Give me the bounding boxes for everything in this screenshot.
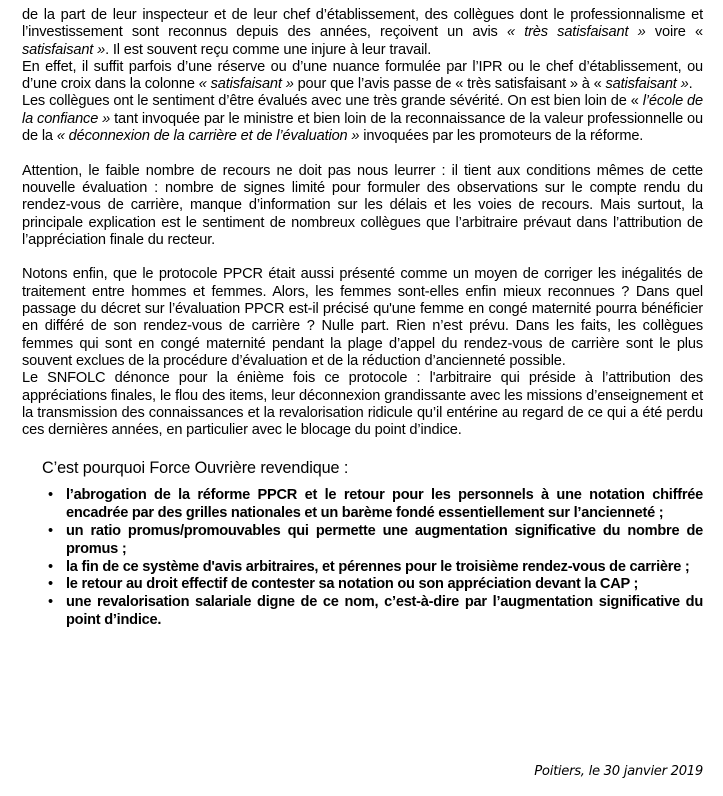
demand-text: la fin de ce système d'avis arbitraires, et pérennes pour le troisième rendez-vous de carrière ; — [66, 558, 690, 575]
signature-place-date: Poitiers, le 30 janvier 2019 — [534, 764, 703, 779]
quote-satisfaisant: satisfaisant » — [605, 76, 689, 93]
text-segment: Attention, le faible nombre de recours ne doit pas nous leurrer : il tient aux conditions mêmes de cette nouvelle évaluation : nombre de signes limité pour formuler des observations sur le compte rendu du rendez-vous de carrière, manque d’information sur les délais et les voies de recours. Mais surtout, la principale explication est le sentiment de nombreux collègues que l’arbitraire prévaut dans l’attribution de l’appréciation finale du recteur. — [22, 162, 703, 248]
paragraph-spacer — [22, 145, 703, 162]
text-segment: Le SNFOLC dénonce pour la énième fois ce protocole : l'arbitraire qui préside à l’attribution des appréciations finales, le flou des items, leur déconnexion grandissante avec les missions d’enseignement et la transmission des connaissances et la revalorisation ridicule qu’il entérine au regard de ce qui a été perdu ces dernières années, en particulier avec le blocage du point d’indice. — [22, 370, 703, 439]
demand-item — [22, 559, 703, 577]
paragraph-recours — [22, 163, 703, 249]
text-segment: voire « — [645, 24, 703, 41]
demand-item — [22, 523, 703, 559]
paragraph-egalite-femmes — [22, 266, 703, 370]
quote-deconnexion: « déconnexion de la carrière et de l’évaluation » — [56, 128, 360, 145]
text-segment: Notons enfin, que le protocole PPCR était aussi présenté comme un moyen de corriger les inégalités de traitement entre hommes et femmes. Alors, les femmes sont-elles enfin mieux reconnues ? Dans quel passage du décret sur l’évaluation PPCR est-il précisé qu'une femme en congé maternité pourra bénéficier en différé de son rendez-vous de carrière ? Nulle part. Rien n’est prévu. Dans les faits, les collègues femmes qui sont en congé maternité pendant la plage d’appel du rendez-vous de carrière sont le plus souvent exclues de la procédure d’évaluation et de la réduction d’ancienneté possible. — [22, 266, 703, 369]
demands-list — [22, 487, 703, 629]
text-segment: de la part de leur inspecteur et de leur chef d’établissement, des collègues dont le professionnalisme et l’investissement sont reconnus depuis des années, reçoivent un avis — [22, 7, 703, 41]
paragraph-spacer — [22, 249, 703, 266]
bullet-icon: • — [48, 576, 53, 593]
demand-item — [22, 576, 703, 594]
paragraph-snfolc-denonce — [22, 370, 703, 439]
paragraph-reserve-nuance — [22, 59, 703, 94]
text-segment: invoquées par les promoteurs de la réforme. — [359, 128, 644, 145]
paragraph-severite — [22, 93, 703, 145]
quote-tres-satisfaisant: « très satisfaisant » — [506, 24, 646, 41]
demand-item — [22, 487, 703, 523]
text-segment: . — [688, 76, 693, 93]
demand-text: une revalorisation salariale digne de ce nom, c’est-à-dire par l’augmentation significative du point d’indice. — [66, 594, 703, 628]
demand-text: le retour au droit effectif de contester sa notation ou son appréciation devant la CAP ; — [66, 576, 639, 593]
quote-satisfaisant: « satisfaisant » — [198, 76, 294, 93]
bullet-icon: • — [48, 558, 53, 575]
demands-heading: C’est pourquoi Force Ouvrière revendique : — [42, 459, 349, 478]
text-segment: pour que l’avis passe de « très satisfaisant » à « — [293, 76, 606, 93]
bullet-icon: • — [48, 487, 53, 504]
document-page — [22, 7, 703, 630]
text-segment: Les collègues ont le sentiment d’être évalués avec une très grande sévérité. On est bien loin de « — [22, 93, 643, 110]
bullet-icon: • — [48, 594, 53, 611]
quote-satisfaisant: satisfaisant » — [22, 41, 106, 58]
text-segment: . Il est souvent reçu comme une injure à leur travail. — [105, 41, 432, 58]
text-segment: tant invoquée par le ministre et bien loin de la reconnaissance de la valeur professionnelle ou de la — [22, 110, 703, 145]
bullet-icon: • — [48, 523, 53, 540]
quote-ecole-confiance: l’école de la confiance » — [22, 93, 703, 127]
paragraph-evaluation-avis — [22, 7, 703, 59]
demand-text: l’abrogation de la réforme PPCR et le retour pour les personnels à une notation chiffrée encadrée par des grilles nationales et un barème fondé essentiellement sur l’ancienneté ; — [66, 487, 703, 522]
demand-text: un ratio promus/promouvables qui permette une augmentation significative du nombre de promus ; — [66, 523, 703, 557]
text-segment: En effet, il suffit parfois d’une réserve ou d’une nuance formulée par l’IPR ou le chef d’établissement, ou d’une croix dans la colonne — [22, 58, 703, 93]
demand-item — [22, 594, 703, 630]
